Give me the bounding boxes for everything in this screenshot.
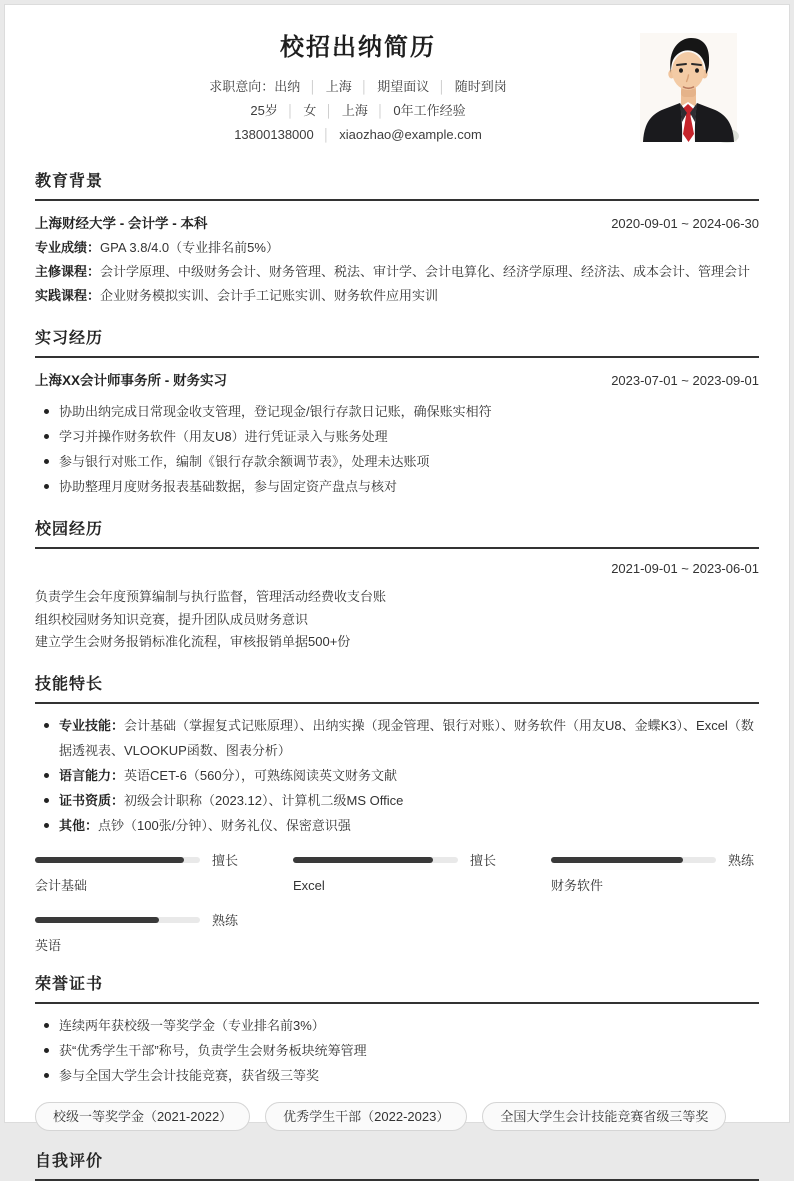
bullet-item: 学习并操作财务软件（用友U8）进行凭证录入与账务处理 xyxy=(35,424,759,449)
intent-item: 随时到岗 xyxy=(454,79,507,94)
skill-level: 熟练 xyxy=(212,913,239,928)
resume-header xyxy=(35,33,759,151)
intent-item: 出纳 xyxy=(274,79,301,94)
phone-number: 13800138000 xyxy=(234,127,314,142)
bullet-item: 参与全国大学生会计技能竞赛，获省级三等奖 xyxy=(35,1063,759,1088)
section-education xyxy=(35,173,759,308)
skill-name: 财务软件 xyxy=(551,877,604,893)
bullet-item xyxy=(35,788,759,813)
separator: │ xyxy=(438,80,446,94)
bullet-item xyxy=(35,763,759,788)
honors-bullets xyxy=(35,1013,759,1088)
honor-badge: 全国大学生会计技能竞赛省级三等奖 xyxy=(482,1102,726,1131)
honor-badge: 校级一等奖学金（2021-2022） xyxy=(35,1102,250,1131)
campus-line: 负责学生会年度预算编制与执行监督，管理活动经费收支台账 xyxy=(35,589,387,604)
education-row xyxy=(35,284,759,308)
skill-level: 擅长 xyxy=(212,853,239,868)
skill-label: 语言能力： xyxy=(59,767,125,783)
education-heading: 教育背景 xyxy=(35,173,759,201)
skill-bar xyxy=(35,911,243,954)
honor-badges xyxy=(35,1102,759,1131)
honor-badge: 优秀学生干部（2022-2023） xyxy=(265,1102,467,1131)
section-skills xyxy=(35,676,759,954)
school-name: 上海财经大学 - 会计学 - 本科 xyxy=(35,216,208,231)
skill-bar-track xyxy=(35,857,200,863)
education-details xyxy=(35,236,759,308)
section-internship xyxy=(35,330,759,499)
separator: │ xyxy=(360,80,369,94)
skill-bars xyxy=(35,851,759,954)
row-label: 专业成绩： xyxy=(35,240,101,255)
intent-item: 上海 xyxy=(325,79,352,94)
profile-item: 女 xyxy=(303,103,317,118)
portrait-illustration xyxy=(640,33,737,142)
skill-label: 其他： xyxy=(59,817,99,833)
campus-lines xyxy=(35,586,759,654)
skill-label: 证书资质： xyxy=(59,792,125,808)
internship-heading: 实习经历 xyxy=(35,330,759,358)
skill-bar-track xyxy=(293,857,458,863)
skill-bar-track xyxy=(551,857,716,863)
honors-heading: 荣誉证书 xyxy=(35,976,759,1004)
profile-item: 0年工作经验 xyxy=(393,103,466,118)
skill-bar xyxy=(293,851,501,894)
contact-line xyxy=(35,123,681,147)
skill-text: 初级会计职称（2023.12）、计算机二级MS Office xyxy=(124,792,404,808)
skill-bar-fill xyxy=(293,857,433,863)
row-label: 主修课程： xyxy=(35,264,101,279)
profile-line xyxy=(35,99,681,123)
separator: │ xyxy=(325,104,333,118)
separator: │ xyxy=(322,128,331,142)
skills-heading: 技能特长 xyxy=(35,676,759,704)
resume-title: 校招出纳简历 xyxy=(280,34,436,61)
skill-text: 英语CET-6（560分），可熟练阅读英文财务文献 xyxy=(124,767,398,783)
internship-company-row xyxy=(35,371,759,390)
separator: │ xyxy=(309,80,317,94)
internship-bullets xyxy=(35,399,759,499)
skills-bullets xyxy=(35,713,759,838)
intent-item: 期望面议 xyxy=(377,79,430,94)
bullet-item xyxy=(35,713,759,763)
portrait-photo xyxy=(640,33,737,142)
section-campus xyxy=(35,521,759,654)
intent-label: 求职意向： xyxy=(209,79,275,94)
bullet-item: 参与银行对账工作，编制《银行存款余额调节表》，处理未达账项 xyxy=(35,449,759,474)
header-text-block xyxy=(35,33,681,147)
profile-item: 25岁 xyxy=(250,103,278,118)
skill-bar-track xyxy=(35,917,200,923)
email-address: xiaozhao@example.com xyxy=(339,127,482,142)
skill-level: 熟练 xyxy=(728,853,755,868)
row-label: 实践课程： xyxy=(35,288,101,303)
campus-line: 建立学生会财务报销标准化流程，审核报销单据500+份 xyxy=(35,634,351,649)
company-name: 上海XX会计师事务所 - 财务实习 xyxy=(35,373,228,388)
profile-item: 上海 xyxy=(341,103,368,118)
separator: │ xyxy=(286,104,295,118)
row-text: GPA 3.8/4.0（专业排名前5%） xyxy=(100,240,279,255)
bullet-item: 协助整理月度财务报表基础数据，参与固定资产盘点与核对 xyxy=(35,474,759,499)
skill-name: Excel xyxy=(293,877,325,893)
education-row xyxy=(35,260,759,284)
campus-date: 2021-09-01 ~ 2023-06-01 xyxy=(611,561,759,576)
education-school-row xyxy=(35,214,759,233)
separator: │ xyxy=(376,104,385,118)
skill-bar xyxy=(35,851,243,894)
section-self-evaluation xyxy=(35,1153,759,1181)
campus-line: 组织校园财务知识竞赛，提升团队成员财务意识 xyxy=(35,611,309,627)
intent-line xyxy=(35,75,681,99)
skill-text: 点钞（100张/分钟）、财务礼仪、保密意识强 xyxy=(98,817,351,833)
skill-name: 英语 xyxy=(35,937,62,953)
row-text: 企业财务模拟实训、会计手工记账实训、财务软件应用实训 xyxy=(100,288,439,303)
bullet-item xyxy=(35,813,759,838)
resume-page xyxy=(4,4,790,1170)
skill-text: 会计基础（掌握复式记账原理）、出纳实操（现金管理、银行对账）、财务软件（用友U8、金蝶K3）、Excel（数据透视表、VLOOKUP函数、图表分析） xyxy=(59,717,754,758)
skill-label: 专业技能： xyxy=(59,717,125,733)
skill-name: 会计基础 xyxy=(35,877,88,893)
bullet-item: 协助出纳完成日常现金收支管理，登记现金/银行存款日记账，确保账实相符 xyxy=(35,399,759,424)
skill-bar-fill xyxy=(35,857,184,863)
skill-level: 擅长 xyxy=(470,853,497,868)
internship-date: 2023-07-01 ~ 2023-09-01 xyxy=(611,373,759,388)
bullet-item: 连续两年获校级一等奖学金（专业排名前3%） xyxy=(35,1013,759,1038)
skill-bar xyxy=(551,851,759,894)
section-honors xyxy=(35,976,759,1131)
contact-block xyxy=(35,75,681,147)
skill-bar-fill xyxy=(35,917,159,923)
skill-bar-fill xyxy=(551,857,683,863)
education-row xyxy=(35,236,759,260)
self-evaluation-heading: 自我评价 xyxy=(35,1153,759,1181)
education-date: 2020-09-01 ~ 2024-06-30 xyxy=(611,216,759,231)
bullet-item: 获“优秀学生干部”称号，负责学生会财务板块统筹管理 xyxy=(35,1038,759,1063)
row-text: 会计学原理、中级财务会计、财务管理、税法、审计学、会计电算化、经济学原理、经济法、成本会计、管理会计 xyxy=(100,264,751,279)
campus-heading: 校园经历 xyxy=(35,521,759,549)
